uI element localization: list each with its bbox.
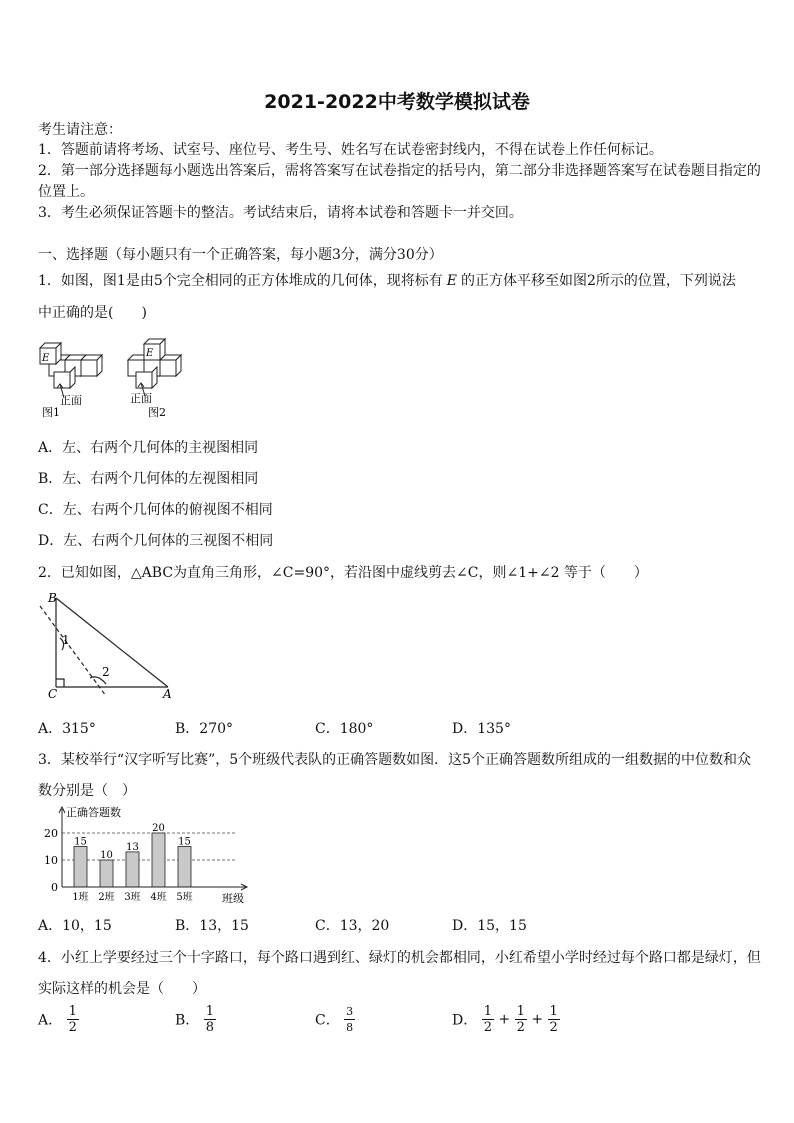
y-tick-label: 20 [44, 827, 58, 840]
bar [74, 847, 87, 888]
fig2-cubes [128, 339, 181, 388]
q4-option-d-fraction-2 [515, 1004, 527, 1035]
q4-option-a [38, 1004, 79, 1035]
notice-item-3: 3．考生必须保证答题卡的整洁。考试结束后，请将本试卷和答题卡一并交回。 [38, 205, 523, 221]
fig2-caption: 图2 [148, 406, 166, 419]
q4-option-c [315, 1004, 355, 1035]
x-tick-label: 1班 [72, 892, 89, 903]
q4-option-b-label: B． [175, 1012, 200, 1029]
q1-line2: 中正确的是( ) [38, 305, 147, 321]
angle-2-label: 2 [102, 665, 110, 679]
q1-e-symbol: E [446, 273, 457, 289]
x-tick-label: 4班 [150, 892, 167, 903]
fig1-front-label: 正面 [60, 394, 82, 407]
chart-grid [44, 827, 236, 894]
q2-option-b: B．270° [175, 721, 234, 737]
bar [178, 847, 191, 888]
q3-bar-chart [36, 803, 256, 907]
bar-value-label: 20 [152, 823, 165, 834]
fig1-cubes [40, 343, 102, 388]
q2-option-a: A．315° [38, 721, 96, 737]
q1-option-c: C．左、右两个几何体的俯视图不相同 [38, 502, 273, 518]
q1-option-a: A．左、右两个几何体的主视图相同 [38, 440, 259, 456]
notice-item-1: 1．答题前请将考场、试室号、座位号、考生号、姓名写在试卷密封线内，不得在试卷上作任何标记。 [38, 142, 663, 158]
q4-option-a-fraction [67, 1004, 79, 1035]
q4-option-d [452, 1004, 560, 1035]
bar-value-label: 15 [74, 836, 87, 848]
q2-option-c: C．180° [315, 721, 374, 737]
vertex-b-label: B [48, 591, 57, 605]
q4-option-d-fraction-3 [548, 1004, 560, 1035]
notice-item-2-cont: 位置上。 [38, 184, 94, 200]
plus-sign: + [498, 1011, 511, 1028]
frac-den: 2 [516, 1020, 525, 1035]
q1-option-b: B．左、右两个几何体的左视图相同 [38, 471, 259, 487]
q1-line1 [38, 270, 736, 290]
notice-item-2: 2．第一部分选择题每小题选出答案后，需将答案写在试卷指定的括号内，第二部分非选择题答案写在试卷题目指定的 [38, 163, 761, 179]
bar [100, 860, 113, 887]
bar-value-label: 10 [100, 850, 113, 861]
q3-option-c: C．13，20 [315, 918, 390, 934]
frac-num: 1 [483, 1004, 492, 1019]
q4-option-c-label: C． [315, 1012, 340, 1029]
notice-heading: 考生请注意： [38, 122, 122, 138]
bar [126, 852, 139, 887]
fig2-e-label: E [146, 348, 154, 359]
q1-figure [36, 336, 196, 420]
q1-option-d: D．左、右两个几何体的三视图不相同 [38, 533, 274, 549]
bar-value-label: 15 [178, 836, 191, 848]
q3-option-b: B．13，15 [175, 918, 249, 934]
q4-option-b [175, 1004, 216, 1035]
angle-1-label: 1 [62, 633, 70, 647]
x-tick-label: 5班 [176, 892, 193, 903]
q3-line2: 数分别是（ ） [38, 783, 136, 799]
y-tick-label: 10 [44, 854, 58, 867]
q4-option-a-label: A． [38, 1012, 63, 1029]
section-heading: 一、选择题（每小题只有一个正确答案，每小题3分，满分30分） [38, 247, 443, 263]
plus-sign: + [531, 1011, 544, 1028]
frac-den: 2 [483, 1020, 492, 1035]
x-tick-label: 2班 [98, 892, 115, 903]
q2-triangle-figure [36, 588, 186, 700]
vertex-c-label: C [48, 687, 58, 700]
q4-line1: 4．小红上学要经过三个十字路口，每个路口遇到红、绿灯的机会都相同，小红希望小学时经过每个路口都是绿灯，但 [38, 950, 761, 966]
page-title: 2021-2022中考数学模拟试卷 [264, 91, 530, 113]
y-tick-label: 0 [51, 881, 58, 894]
q1-text-b: 的正方体平移至如图2所示的位置，下列说法 [460, 273, 736, 289]
chart-bars [72, 823, 192, 903]
chart-xlabel: 班级 [222, 892, 244, 905]
q2-text: 2．已知如图，△ABC为直角三角形，∠C=90°，若沿图中虚线剪去∠C，则∠1+∠2 等于（ ） [38, 565, 648, 581]
q4-line2: 实际这样的机会是（ ） [38, 981, 206, 997]
q2-option-d: D．135° [452, 721, 511, 737]
fig1-caption: 图1 [42, 406, 60, 419]
bar-value-label: 13 [126, 841, 139, 853]
frac-num: 1 [549, 1004, 558, 1019]
frac-den: 8 [346, 1021, 354, 1034]
frac-den: 8 [205, 1020, 215, 1035]
q3-line1: 3．某校举行“汉字听写比赛”，5个班级代表队的正确答题数如图．这5个正确答题数所组成的一组数据的中位数和众 [38, 752, 752, 768]
fig2-front-label: 正面 [130, 392, 152, 405]
q3-option-d: D．15，15 [452, 918, 527, 934]
q4-option-b-fraction [204, 1004, 216, 1035]
x-tick-label: 3班 [124, 892, 141, 903]
bar [152, 833, 165, 887]
frac-num: 1 [68, 1004, 77, 1019]
frac-den: 2 [68, 1020, 77, 1035]
frac-num: 1 [516, 1004, 525, 1019]
q3-option-a: A．10，15 [38, 918, 112, 934]
fig1-e-label: E [42, 353, 50, 364]
q4-option-c-fraction [344, 1004, 355, 1035]
q1-text-a: 1．如图，图1是由5个完全相同的正方体堆成的几何体，现将标有 [38, 273, 443, 289]
frac-num: 3 [346, 1005, 354, 1018]
chart-ylabel: 正确答题数 [66, 806, 121, 819]
q4-option-d-fraction-1 [482, 1004, 494, 1035]
vertex-a-label: A [163, 687, 172, 700]
frac-num: 1 [205, 1004, 215, 1019]
frac-den: 2 [549, 1020, 558, 1035]
q4-option-d-label: D． [452, 1012, 478, 1029]
